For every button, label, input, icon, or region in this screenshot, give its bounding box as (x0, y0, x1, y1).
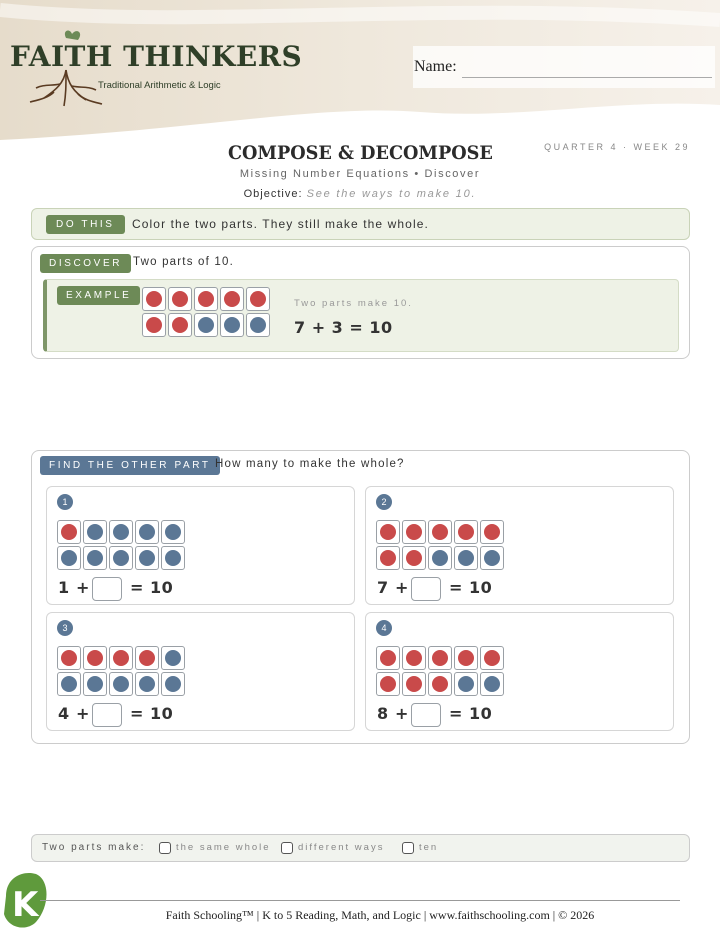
checklist-label: Two parts make: (42, 842, 146, 853)
frame-cell (57, 546, 81, 570)
page-title: COMPOSE & DECOMPOSE (227, 142, 493, 164)
blue-counter[interactable] (87, 676, 103, 692)
blue-counter[interactable] (113, 676, 129, 692)
plus-sign: + (395, 704, 409, 723)
frame-cell (402, 520, 426, 544)
frame-cell (135, 672, 159, 696)
frame-cell (454, 520, 478, 544)
frame-cell (109, 546, 133, 570)
blue-counter[interactable] (432, 550, 448, 566)
discover-tag: DISCOVER (40, 254, 131, 273)
blue-counter[interactable] (484, 676, 500, 692)
reflection-checklist (31, 834, 690, 862)
checkbox-ten[interactable] (402, 842, 414, 854)
option-ten: ten (419, 842, 439, 853)
frame-cell (142, 313, 166, 337)
blue-counter[interactable] (165, 524, 181, 540)
frame-cell (402, 546, 426, 570)
equals-ten: = 10 (449, 704, 493, 723)
blue-counter[interactable] (61, 676, 77, 692)
answer-blank[interactable] (92, 577, 122, 601)
frame-cell (454, 646, 478, 670)
problem-card (46, 486, 355, 605)
footer-divider (40, 900, 680, 901)
frame-cell (57, 672, 81, 696)
red-counter[interactable] (484, 650, 500, 666)
name-input-line[interactable] (462, 77, 712, 78)
blue-counter[interactable] (61, 550, 77, 566)
frame-cell (246, 313, 270, 337)
red-counter[interactable] (113, 650, 129, 666)
frame-cell (109, 520, 133, 544)
frame-cell (402, 672, 426, 696)
answer-blank[interactable] (411, 577, 441, 601)
problem-card (365, 612, 674, 731)
red-counter[interactable] (380, 550, 396, 566)
instruction-bar (31, 208, 690, 240)
frame-cell (376, 672, 400, 696)
red-counter[interactable] (406, 524, 422, 540)
frame-cell (454, 672, 478, 696)
frame-cell (161, 520, 185, 544)
page-subtitle: Missing Number Equations • Discover (239, 168, 481, 180)
find-text: How many to make the whole? (215, 458, 405, 470)
known-part: 7 (377, 578, 389, 597)
frame-cell (376, 646, 400, 670)
example-tag: EXAMPLE (57, 286, 140, 305)
answer-blank[interactable] (92, 703, 122, 727)
equals-ten: = 10 (130, 704, 174, 723)
red-counter[interactable] (432, 524, 448, 540)
discover-text: Two parts of 10. (133, 256, 235, 268)
frame-cell (376, 546, 400, 570)
blue-counter[interactable] (250, 317, 266, 333)
red-counter[interactable] (61, 650, 77, 666)
blue-counter[interactable] (165, 676, 181, 692)
red-counter[interactable] (250, 291, 266, 307)
red-counter[interactable] (458, 524, 474, 540)
frame-cell (194, 313, 218, 337)
discover-panel (31, 246, 690, 359)
quarter-week: QUARTER 4 · WEEK 29 (544, 142, 690, 152)
frame-cell (142, 287, 166, 311)
frame-cell (57, 646, 81, 670)
frame-cell (480, 520, 504, 544)
blue-counter[interactable] (458, 550, 474, 566)
red-counter[interactable] (484, 524, 500, 540)
blue-counter[interactable] (224, 317, 240, 333)
frame-cell (83, 646, 107, 670)
red-counter[interactable] (380, 524, 396, 540)
frame-cell (480, 672, 504, 696)
problem-number: 1 (57, 494, 73, 510)
frame-cell (161, 646, 185, 670)
frame-cell (220, 287, 244, 311)
frame-cell (194, 287, 218, 311)
problem-card (365, 486, 674, 605)
frame-cell (246, 287, 270, 311)
frame-cell (161, 546, 185, 570)
frame-cell (83, 672, 107, 696)
example-equation: 7 + 3 = 10 (294, 318, 393, 337)
frame-cell (376, 520, 400, 544)
frame-cell (83, 546, 107, 570)
blue-counter[interactable] (139, 676, 155, 692)
red-counter[interactable] (61, 524, 77, 540)
blue-counter[interactable] (113, 550, 129, 566)
blue-counter[interactable] (484, 550, 500, 566)
practice-panel (31, 450, 690, 744)
red-counter[interactable] (380, 650, 396, 666)
name-field-box (413, 46, 715, 88)
frame-cell (83, 520, 107, 544)
frame-cell (428, 546, 452, 570)
frame-cell (480, 646, 504, 670)
blue-counter[interactable] (87, 550, 103, 566)
equals-ten: = 10 (449, 578, 493, 597)
brand-tagline: Traditional Arithmetic & Logic (98, 80, 221, 91)
plus-sign: + (76, 578, 90, 597)
footer-text: Faith Schooling™ | K to 5 Reading, Math, and Logic | www.faithschooling.com | © 2026 (165, 908, 595, 922)
frame-cell (402, 646, 426, 670)
red-counter[interactable] (146, 317, 162, 333)
instruction-text: Color the two parts. They still make the whole. (132, 217, 429, 231)
known-part: 4 (58, 704, 70, 723)
example-note: Two parts make 10. (294, 298, 413, 309)
red-counter[interactable] (406, 550, 422, 566)
blue-counter[interactable] (139, 524, 155, 540)
plus-sign: + (395, 578, 409, 597)
checkbox-same-whole[interactable] (159, 842, 171, 854)
checkbox-different-ways[interactable] (281, 842, 293, 854)
objective-text: See the ways to make 10. (306, 188, 477, 200)
frame-cell (428, 520, 452, 544)
problem-number: 3 (57, 620, 73, 636)
red-counter[interactable] (458, 650, 474, 666)
brand-name: FAITH THINKERS (10, 40, 303, 73)
red-counter[interactable] (139, 650, 155, 666)
red-counter[interactable] (172, 291, 188, 307)
red-counter[interactable] (380, 676, 396, 692)
frame-cell (428, 672, 452, 696)
blue-counter[interactable] (139, 550, 155, 566)
problem-card (46, 612, 355, 731)
objective-label: Objective: (243, 188, 303, 200)
frame-cell (109, 646, 133, 670)
blue-counter[interactable] (113, 524, 129, 540)
frame-cell (135, 546, 159, 570)
name-label: Name: (414, 58, 457, 75)
red-counter[interactable] (146, 291, 162, 307)
option-same-whole: the same whole (176, 842, 271, 853)
svg-text:K: K (12, 885, 39, 925)
objective (0, 188, 720, 200)
option-different-ways: different ways (298, 842, 385, 853)
plus-sign: + (76, 704, 90, 723)
blue-counter[interactable] (165, 650, 181, 666)
frame-cell (57, 520, 81, 544)
red-counter[interactable] (432, 650, 448, 666)
frame-cell (135, 520, 159, 544)
equals-ten: = 10 (130, 578, 174, 597)
frame-cell (109, 672, 133, 696)
problem-number: 4 (376, 620, 392, 636)
red-counter[interactable] (198, 291, 214, 307)
answer-blank[interactable] (411, 703, 441, 727)
find-tag: FIND THE OTHER PART (40, 456, 220, 475)
red-counter[interactable] (87, 650, 103, 666)
known-part: 1 (58, 578, 70, 597)
blue-counter[interactable] (458, 676, 474, 692)
known-part: 8 (377, 704, 389, 723)
do-this-tag: DO THIS (46, 215, 125, 234)
frame-cell (428, 646, 452, 670)
frame-cell (161, 672, 185, 696)
frame-cell (168, 313, 192, 337)
frame-cell (135, 646, 159, 670)
red-counter[interactable] (224, 291, 240, 307)
example-box (43, 279, 679, 352)
frame-cell (220, 313, 244, 337)
blue-counter[interactable] (87, 524, 103, 540)
frame-cell (480, 546, 504, 570)
blue-counter[interactable] (198, 317, 214, 333)
red-counter[interactable] (172, 317, 188, 333)
red-counter[interactable] (406, 676, 422, 692)
red-counter[interactable] (406, 650, 422, 666)
blue-counter[interactable] (165, 550, 181, 566)
problem-number: 2 (376, 494, 392, 510)
frame-cell (168, 287, 192, 311)
red-counter[interactable] (432, 676, 448, 692)
frame-cell (454, 546, 478, 570)
